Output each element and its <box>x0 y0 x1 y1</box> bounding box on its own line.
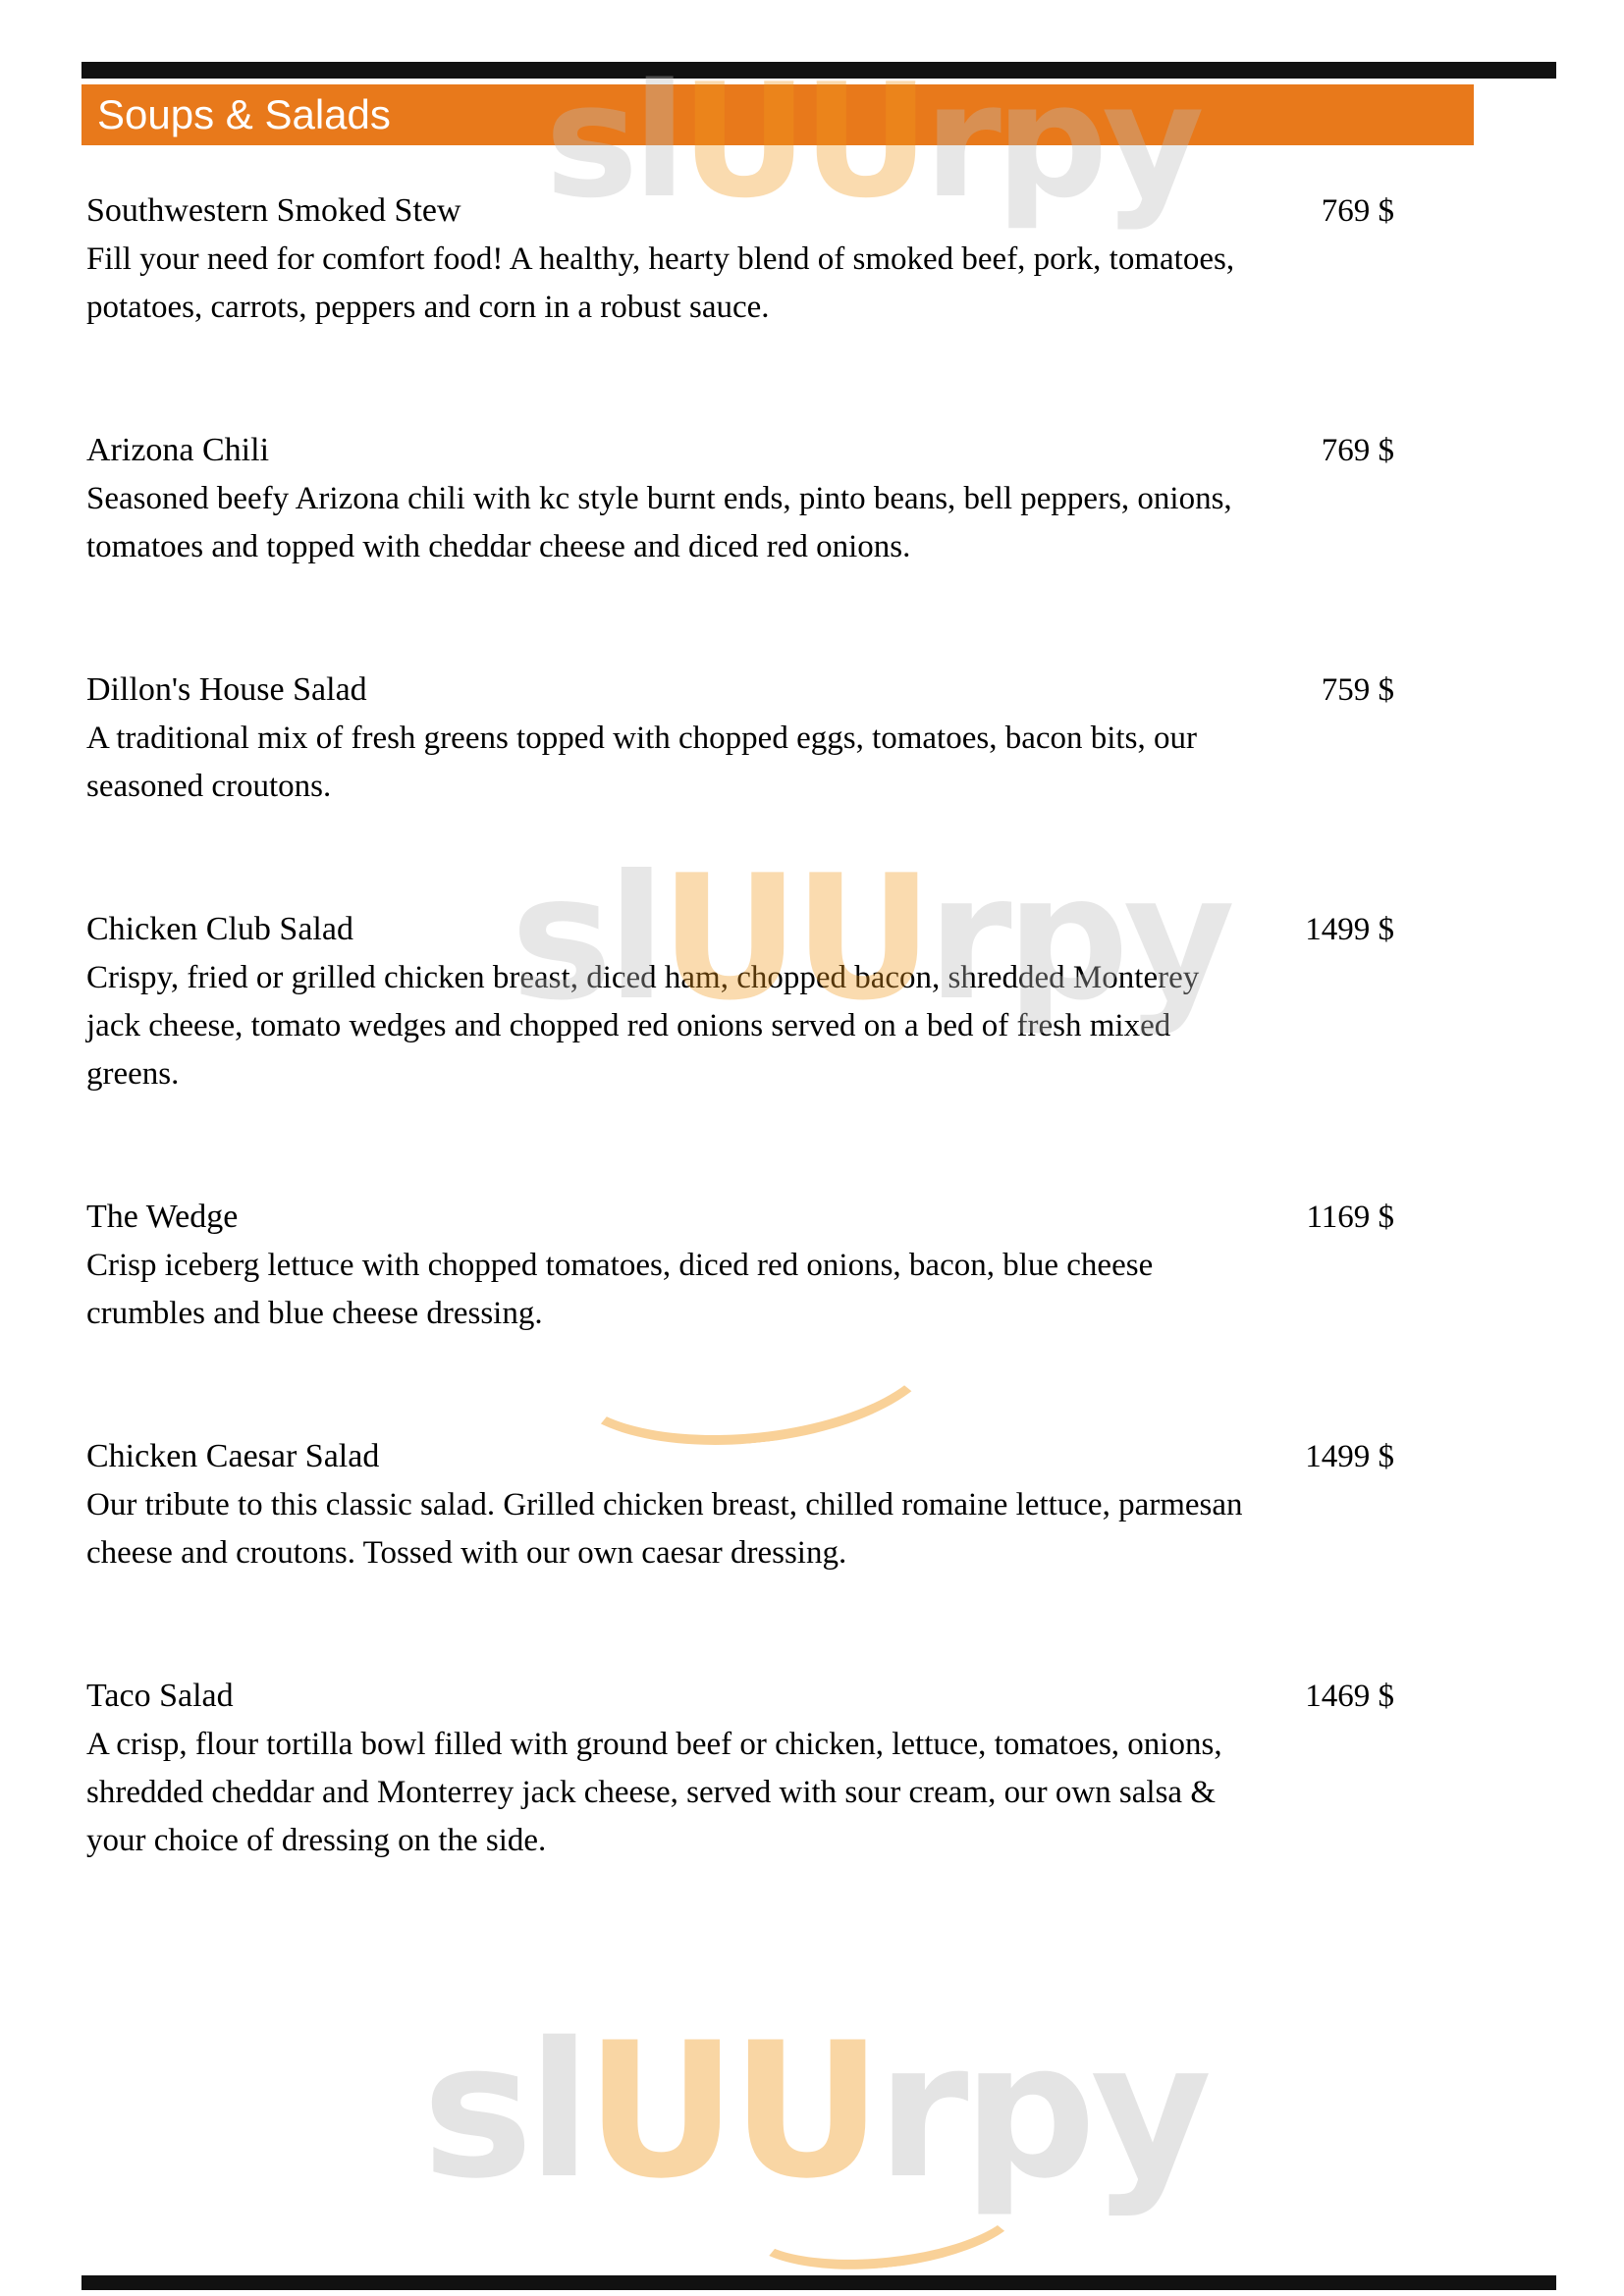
menu-item <box>86 1432 1394 1577</box>
section-header <box>81 84 1474 145</box>
item-header <box>86 1672 1394 1721</box>
item-header <box>86 666 1394 715</box>
item-header <box>86 187 1394 236</box>
item-header <box>86 1193 1394 1242</box>
item-price: 769 $ <box>1321 193 1394 229</box>
item-name: Southwestern Smoked Stew <box>86 192 461 229</box>
item-description: Crisp iceberg lettuce with chopped tomatoes, diced red onions, bacon, blue cheese crumbles and blue cheese dressing. <box>86 1248 1154 1331</box>
item-name: Arizona Chili <box>86 432 270 468</box>
item-price: 1169 $ <box>1306 1200 1394 1235</box>
item-description: Fill your need for comfort food! A healthy, hearty blend of smoked beef, pork, tomatoes, potatoes, carrots, peppers and corn in a robust sauce. <box>86 241 1235 325</box>
item-price: 769 $ <box>1321 433 1394 468</box>
menu-list <box>86 187 1394 1959</box>
item-description: Our tribute to this classic salad. Grilled chicken breast, chilled romaine lettuce, parmesan cheese and croutons. Tossed with our own caesar dressing. <box>86 1487 1243 1571</box>
item-price: 1499 $ <box>1305 1439 1394 1474</box>
item-header <box>86 1432 1394 1481</box>
menu-item <box>86 1672 1394 1865</box>
bottom-divider-bar <box>81 2275 1556 2290</box>
watermark-text: rpy <box>927 839 1230 1039</box>
item-name: Chicken Club Salad <box>86 911 353 947</box>
item-description: Crispy, fried or grilled chicken breast, diced ham, chopped bacon, shredded Monterey jack cheese, tomato wedges and chopped red onions served on a bed of fresh mixed greens. <box>86 960 1200 1092</box>
menu-item <box>86 905 1394 1098</box>
item-description: A traditional mix of fresh greens topped with chopped eggs, tomatoes, bacon bits, our seasoned croutons. <box>86 721 1197 804</box>
item-description: Seasoned beefy Arizona chili with kc style burnt ends, pinto beans, bell peppers, onions, tomatoes and topped with cheddar cheese and diced red onions. <box>86 481 1232 564</box>
watermark-text: sl <box>511 839 661 1039</box>
menu-item <box>86 666 1394 811</box>
item-description: A crisp, flour tortilla bowl filled with ground beef or chicken, lettuce, tomatoes, onions, shredded cheddar and Monterrey jack cheese, served with sour cream, our own salsa & your choice of dressing on the side. <box>86 1727 1222 1858</box>
menu-item <box>86 426 1394 571</box>
item-name: Chicken Caesar Salad <box>86 1438 380 1474</box>
watermark-text: UU <box>680 49 924 233</box>
item-header <box>86 426 1394 475</box>
watermark-text: rpy <box>923 49 1199 233</box>
item-name: The Wedge <box>86 1199 239 1235</box>
watermark-text: rpy <box>876 2002 1207 2219</box>
watermark-text: sl <box>422 2002 586 2219</box>
item-name: Dillon's House Salad <box>86 671 367 708</box>
item-price: 1469 $ <box>1305 1679 1394 1714</box>
watermark-text: sl <box>545 49 681 233</box>
item-price: 1499 $ <box>1305 912 1394 947</box>
item-header <box>86 905 1394 954</box>
section-title: Soups & Salads <box>97 91 391 137</box>
item-price: 759 $ <box>1321 672 1394 708</box>
sluurpy-watermark <box>422 2002 1206 2219</box>
top-divider-bar <box>81 62 1556 79</box>
watermark-text: UU <box>585 2002 877 2219</box>
menu-item <box>86 187 1394 332</box>
watermark-smile-icon <box>736 2145 1031 2282</box>
watermark-text: UU <box>660 839 928 1039</box>
item-name: Taco Salad <box>86 1678 234 1714</box>
menu-item <box>86 1193 1394 1338</box>
